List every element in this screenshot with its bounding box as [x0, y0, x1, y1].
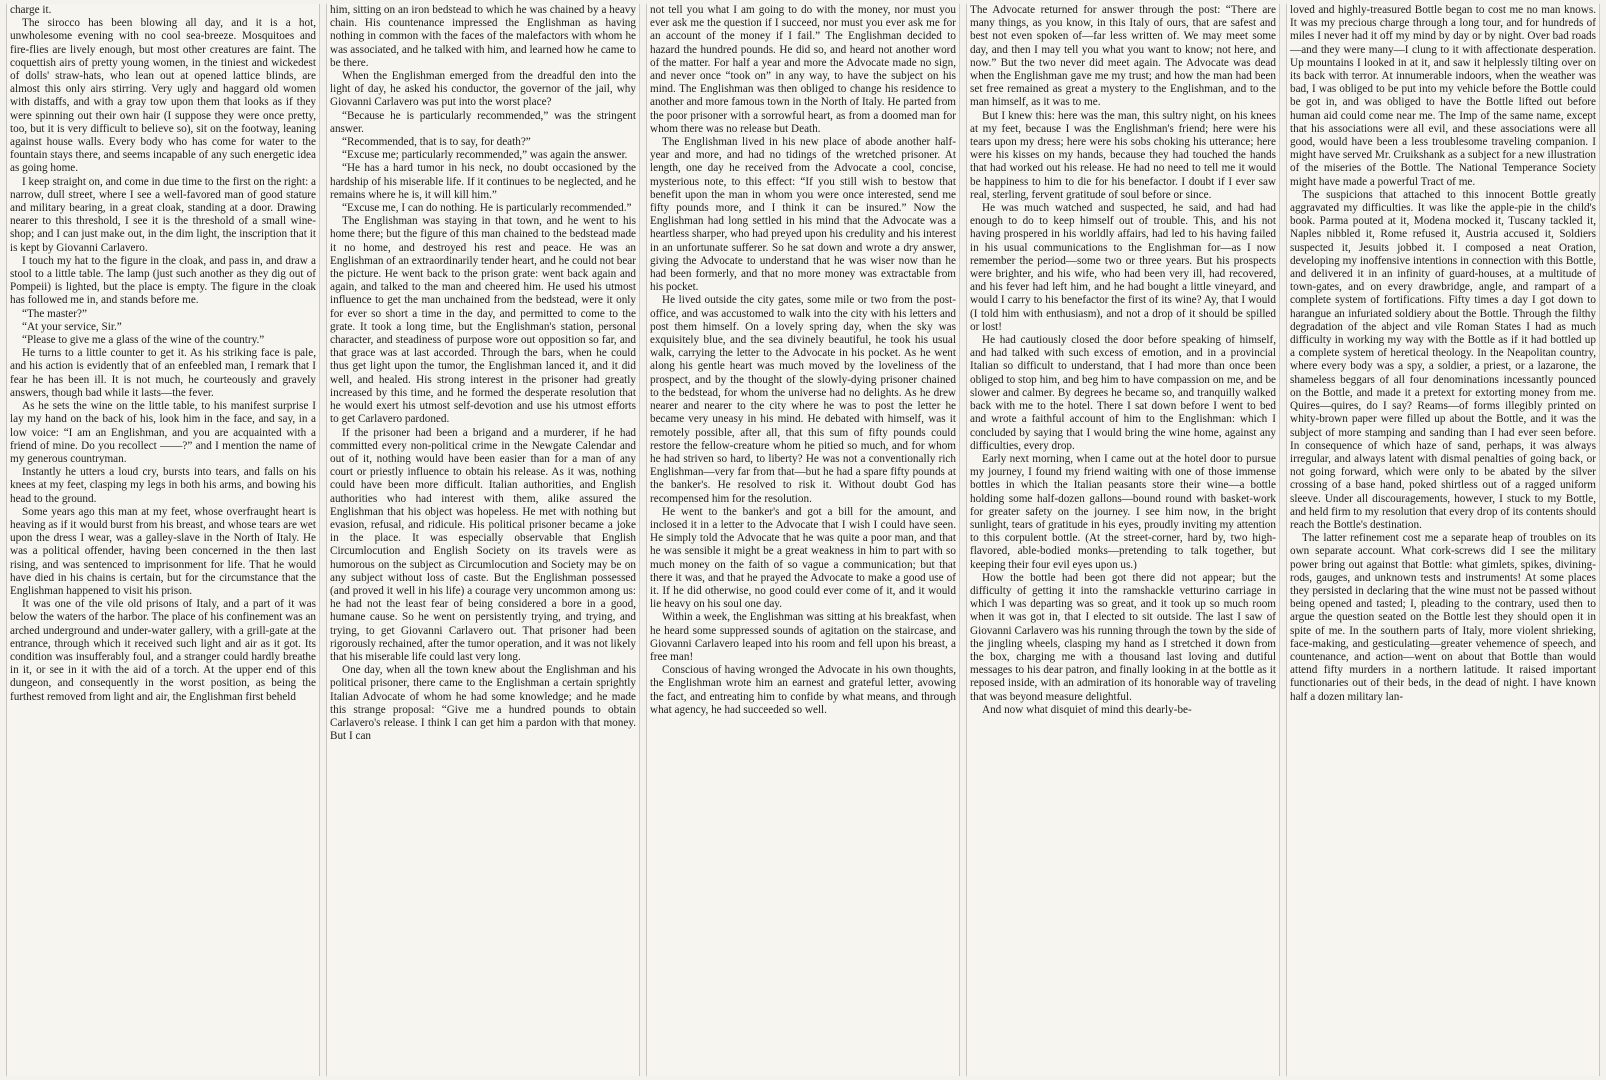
- paragraph: “Recommended, that is to say, for death?”: [342, 136, 531, 149]
- paragraph: If the prisoner had been a brigand and a murderer, if he had committed every non-political crime in the Newgate Calendar and out of it, nothing would have been easier than for a man of any court or priestly influence to obtain his release. As it was, nothing could have been more difficult. Italian authorities, and English authorities who had interest with them, alike assured the Englishman that his object was hopeless. He met with nothing but evasion, refusal, and ridicule. His political prisoner became a joke in the place. It was especially observable that English Circumlocution and English Society on its travels were as humorous on the subject as Circumlocution and Society may be on any subject without loss of caste. But the Englishman possessed (and proved it well in his life) a courage very uncommon among us: he had not the least fear of being considered a bore in a good, humane cause. So he went on persistently trying, and trying, and trying, to get Giovanni Carlavero out. That prisoner had been rigorously rechained, after the tumor operation, and it was not likely that his miserable life could last very long.: [330, 426, 636, 663]
- paragraph: He was much watched and suspected, he said, and had had enough to do to keep himself out of trouble. This, and his not having prospered in his worldly affairs, had led to his having failed in his usual communications to the Englishman for—as I now remember the period—some two or three years. But his prospects were brighter, and his wife, who had been very ill, had recovered, and his fever had left him, and he had bought a little vineyard, and would I carry to his benefactor the first of its wine? Ay, that I would (I told him with enthusiasm), and not a drop of it should be spilled or lost!: [970, 202, 1276, 333]
- paragraph: “Please to give me a glass of the wine of the country.”: [22, 334, 265, 347]
- paragraph: “Excuse me; particularly recommended,” was again the answer.: [342, 149, 628, 162]
- paragraph: Instantly he utters a loud cry, bursts into tears, and falls on his knees at my feet, clasping my legs in both his arms, and bowing his head to the ground.: [10, 466, 316, 505]
- text-column-5: [1286, 4, 1600, 1076]
- paragraph: “At your service, Sir.”: [22, 320, 122, 333]
- paragraph: “Because he is particularly recommended,” was the stringent answer.: [330, 109, 636, 135]
- paragraph: charge it.: [10, 4, 52, 16]
- paragraph: The latter refinement cost me a separate heap of troubles on its own separate account. What cork-screws did I see the military power bring out against that Bottle: what gimlets, spikes, divining-rods, gauges, and unknown tests and instruments! At some places they persisted in declaring that the wine must not be passed without being opened and tasted; I, pleading to the contrary, used then to argue the question seated on the Bottle lest they should open it in spite of me. In the southern parts of Italy, more violent shrieking, face-making, and gesticulating—greater vehemence of speech, and countenance, and action—went on about that Bottle than would attend fifty murders in a northern latitude. It raised important functionaries out of their beds, in the dead of night. I have known half a dozen military lan-: [1290, 532, 1596, 703]
- paragraph: He went to the banker's and got a bill for the amount, and inclosed it in a letter to the Advocate that I wish I could have seen. He simply told the Advocate that he was quite a poor man, and that he was sensible it might be a great weakness in him to part with so much money on the faith of so vague a communication; but that there it was, and that he prayed the Advocate to make a good use of it. If he did otherwise, no good could ever come of it, and it would lie heavy on his soul one day.: [650, 505, 956, 611]
- paragraph: The Englishman lived in his new place of abode another half-year and more, and had no tidings of the wretched prisoner. At length, one day he received from the Advocate a cool, concise, mysterious note, to this effect: “If you still wish to bestow that benefit upon the man in whom you were once interested, send me fifty pounds more, and I think it can be insured.” Now the Englishman had long settled in his mind that the Advocate was a heartless sharper, who had preyed upon his credulity and his interest in an unfortunate sufferer. So he sat down and wrote a dry answer, giving the Advocate to understand that he was wiser now than he had been formerly, and that no more money was extractable from his pocket.: [650, 136, 956, 294]
- paragraph: him, sitting on an iron bedstead to which he was chained by a heavy chain. His countenance impressed the Englishman as having nothing in common with the faces of the malefactors with whom he was associated, and he talked with him, and learned how he came to be there.: [330, 4, 636, 69]
- paragraph: When the Englishman emerged from the dreadful den into the light of day, he asked his conductor, the governor of the jail, why Giovanni Carlavero was put into the worst place?: [330, 70, 636, 109]
- paragraph: How the bottle had been got there did not appear; but the difficulty of getting it into the ramshackle vetturino carriage in which I was departing was so great, and it took up so much room when it was got in, that I elected to sit outside. The last I saw of Giovanni Carlavero was his running through the town by the side of the jingling wheels, clasping my hand as I stretched it down from the box, charging me with a thousand last loving and dutiful messages to his dear patron, and finally looking in at the bottle as it reposed inside, with an admiration of its honorable way of traveling that was beyond measure delightful.: [970, 571, 1276, 703]
- paragraph: One day, when all the town knew about the Englishman and his political prisoner, there came to the Englishman a certain sprightly Italian Advocate of whom he had some knowledge; and he made this strange proposal: “Give me a hundred pounds to obtain Carlavero's release. I think I can get him a pardon with that money. But I can: [330, 664, 636, 743]
- paragraph: The sirocco has been blowing all day, and it is a hot, unwholesome evening with no cool sea-breeze. Mosquitoes and fire-flies are lively enough, but most other creatures are faint. The coquettish airs of pretty young women, in the tiniest and wickedest of dolls' straw-hats, who lean out at opened lattice blinds, are almost this only airs stirring. Very ugly and haggard old women with distaffs, and with a gray tow upon them that looks as if they were spinning out their own hair (I suppose they were once pretty, too, but it is very difficult to believe so), sit on the footway, leaning against house walls. Every body who has come for water to the fountain stays there, and seems incapable of any such energetic idea as going home.: [10, 17, 316, 175]
- paragraph: But I knew this: here was the man, this sultry night, on his knees at my feet, because I was the Englishman's friend; here were his tears upon my dress; here were his sobs choking his utterance; here were his kisses on my hands, because they had touched the hands that had worked out his release. He had no need to tell me it would be happiness to him to die for his benefactor. I doubt if I ever saw real, sterling, fervent gratitude of soul before or since.: [970, 109, 1276, 201]
- paragraph: He had cautiously closed the door before speaking of himself, and had talked with such excess of emotion, and in a provincial Italian so difficult to understand, that I had more than once been obliged to stop him, and beg him to have compassion on me, and be slower and calmer. By degrees he became so, and tranquilly walked back with me to the hotel. There I sat down before I went to bed and wrote a faithful account of him to the Englishman: which I concluded by saying that I would bring the wine home, against any difficulties, every drop.: [970, 334, 1276, 452]
- paragraph: Within a week, the Englishman was sitting at his breakfast, when he heard some suppressed sounds of agitation on the staircase, and Giovanni Carlavero leaped into his room and fell upon his breast, a free man!: [650, 611, 956, 663]
- paragraph: I keep straight on, and come in due time to the first on the right: a narrow, dull street, where I see a well-favored man of good stature and military bearing, in a great cloak, standing at a door. Drawing nearer to this threshold, I see it is the threshold of a small wine-shop; and I can just make out, in the dim light, the inscription that it is kept by Giovanni Carlavero.: [10, 175, 316, 254]
- text-column-3: [646, 4, 960, 1076]
- paragraph: “Excuse me, I can do nothing. He is particularly recommended.”: [342, 202, 632, 215]
- paragraph: Early next morning, when I came out at the hotel door to pursue my journey, I found my friend waiting with one of those immense bottles in which the Italian peasants store their wine—a bottle holding some half-dozen gallons—bound round with basket-work for greater safety on the journey. I see him now, in the bright sunlight, tears of gratitude in his eyes, proudly inviting my attention to this corpulent bottle. (At the street-corner, hard by, two high-flavored, able-bodied monks—pretending to talk together, but keeping their four evil eyes upon us.): [970, 452, 1276, 571]
- paragraph: The suspicions that attached to this innocent Bottle greatly aggravated my difficulties. It was like the apple-pie in the child's book. Parma pouted at it, Modena mocked it, Tuscany tackled it, Naples nibbled it, Rome refused it, Austria accused it, Soldiers suspected it, Jesuits jobbed it. I composed a neat Oration, developing my inoffensive intentions in connection with this Bottle, and delivered it in an infinity of guard-houses, at a multitude of town-gates, and on every drawbridge, angle, and rampart of a complete system of fortifications. Fifty times a day I got down to harangue an infuriated soldiery about the Bottle. Through the filthy degradation of the abject and vile Roman States I had as much difficulty in working my way with the Bottle as if it had bottled up a complete system of heretical theology. In the Neapolitan country, where every body was a spy, a soldier, a priest, or a lazarone, the shameless beggars of all four denominations incessantly pounced on the Bottle, and made it a pretext for extorting money from me. Quires—quires, do I say? Reams—of forms illegibly printed on whity-brown paper were filled up about the Bottle, and it was the subject of more stamping and sanding than I had ever seen before. In consequence of which haze of sand, perhaps, it was always irregular, and always latent with dismal penalties of going back, or not going forward, which were only to be abated by the silver crossing of a base hand, poked shirtless out of a ragged uniform sleeve. Under all discouragements, however, I stuck to my Bottle, and held firm to my resolution that every drop of its contents should reach the Bottle's destination.: [1290, 188, 1596, 531]
- text-column-1: [6, 4, 320, 1076]
- paragraph: Some years ago this man at my feet, whose overfraught heart is heaving as if it would burst from his breast, and whose tears are wet upon the dress I wear, was a galley-slave in the North of Italy. He was a political offender, having been concerned in the then last rising, and was sentenced to imprisonment for life. That he would have died in his chains is certain, but for the circumstance that the Englishman happened to visit his prison.: [10, 505, 316, 597]
- paragraph: He turns to a little counter to get it. As his striking face is pale, and his action is evidently that of an enfeebled man, I remark that I fear he has been ill. It is not much, he courteously and gravely answers, though bad while it lasts—the fever.: [10, 347, 316, 399]
- text-column-4: [966, 4, 1280, 1076]
- paragraph: Conscious of having wronged the Advocate in his own thoughts, the Englishman wrote him an earnest and grateful letter, avowing the fact, and entreating him to confide by what means, and through what agency, he had succeeded so well.: [650, 664, 956, 716]
- paragraph: He lived outside the city gates, some mile or two from the post-office, and was accustomed to walk into the city with his letters and post them himself. On a lovely spring day, when the sky was exquisitely blue, and the sea divinely beautiful, he took his usual walk, carrying the letter to the Advocate in his pocket. As he went along his gentle heart was much moved by the loveliness of the prospect, and by the thought of the slowly-dying prisoner chained to the bedstead, for whom the universe had no delights. As he drew nearer and nearer to the city where he was to post the letter he became very uneasy in his mind. He debated with himself, was it remotely possible, after all, that this sum of fifty pounds could restore the fellow-creature whom he pitied so much, and for whom he had striven so hard, to liberty? He was not a conventionally rich Englishman—very far from that—but he had a spare fifty pounds at the banker's. He resolved to risk it. Without doubt God has recompensed him for the resolution.: [650, 294, 956, 505]
- paragraph: loved and highly-treasured Bottle began to cost me no man knows. It was my precious charge through a long tour, and for hundreds of miles I never had it off my mind by day or by night. Over bad roads—and they were many—I clung to it with affectionate desperation. Up mountains I looked in at it, and saw it helplessly tilting over on its back with terror. At innumerable indoors, when the weather was bad, I was obliged to be put into my vehicle before the Bottle could be got in, and was obliged to have the Bottle lifted out before human aid could come near me. The Imp of the same name, except that his associations were all evil, and these associations were all good, would have been a less troublesome traveling companion. I might have served Mr. Cruikshank as a subject for a new illustration of the miseries of the Bottle. The National Temperance Society might have made a powerful Tract of me.: [1290, 4, 1596, 188]
- paragraph: “He has a hard tumor in his neck, no doubt occasioned by the hardship of his miserable life. If it continues to be neglected, and he remains where he is, it will kill him.”: [330, 162, 636, 201]
- paragraph: I touch my hat to the figure in the cloak, and pass in, and draw a stool to a little table. The lamp (just such another as they dig out of Pompeii) is lighted, but the place is empty. The figure in the cloak has followed me in, and stands before me.: [10, 254, 316, 307]
- paragraph: And now what disquiet of mind this dearly-be-: [982, 703, 1192, 716]
- paragraph: As he sets the wine on the little table, to his manifest surprise I lay my hand on the back of his, look him in the face, and say, in a low voice: “I am an Englishman, and you are acquainted with a friend of mine. Do you recollect ——?” and I mention the name of my generous countryman.: [10, 400, 316, 465]
- text-column-2: [326, 4, 640, 1076]
- paragraph: not tell you what I am going to do with the money, nor must you ever ask me the question if I succeed, nor must you ever ask me for an account of the money if I fail.” The Englishman decided to hazard the hundred pounds. He did so, and heard not another word of the matter. For half a year and more the Advocate made no sign, and never once “took on” in any way, to have the subject on his mind. The Englishman was then obliged to change his residence to another and more famous town in the North of Italy. He parted from the poor prisoner with a sorrowful heart, as from a doomed man for whom there was no release but Death.: [650, 4, 956, 135]
- paragraph: It was one of the vile old prisons of Italy, and a part of it was below the waters of the harbor. The place of his confinement was an arched underground and under-water gallery, with a grill-gate at the entrance, through which it received such light and air as it got. Its condition was insufferably foul, and a stranger could hardly breathe in it, or see in it with the aid of a torch. At the upper end of this dungeon, and consequently in the worst position, as being the furthest removed from light and air, the Englishman first beheld: [10, 598, 316, 703]
- paragraph: The Advocate returned for answer through the post: “There are many things, as you know, in this Italy of ours, that are safest and best not even spoken of—far less written of. We may meet some day, and then I may tell you what you want to know; not here, and now.” But the two never did meet again. The Advocate was dead when the Englishman gave me my trust; and how the man had been set free remained as great a mystery to the Englishman, and to the man himself, as it was to me.: [970, 4, 1276, 109]
- paragraph: The Englishman was staying in that town, and he went to his home there; but the figure of this man chained to the bedstead made it no home, and destroyed his rest and peace. He was an Englishman of an extraordinarily tender heart, and he could not bear the picture. He went back to the prison grate: went back again and again, and talked to the man and cheered him. He used his utmost influence to get the man unchained from the bedstead, were it only for ever so short a time in the day, and permitted to come to the grate. It took a long time, but the Englishman's station, personal character, and steadiness of purpose wore out opposition so far, and that grace was at last accorded. Through the bars, when he could thus get light upon the tumor, the Englishman lanced it, and it did well, and healed. His strong interest in the prisoner had greatly increased by this time, and he formed the desperate resolution that he would exert his utmost self-devotion and use his utmost efforts to get Carlavero pardoned.: [330, 215, 636, 426]
- paragraph: “The master?”: [22, 307, 87, 320]
